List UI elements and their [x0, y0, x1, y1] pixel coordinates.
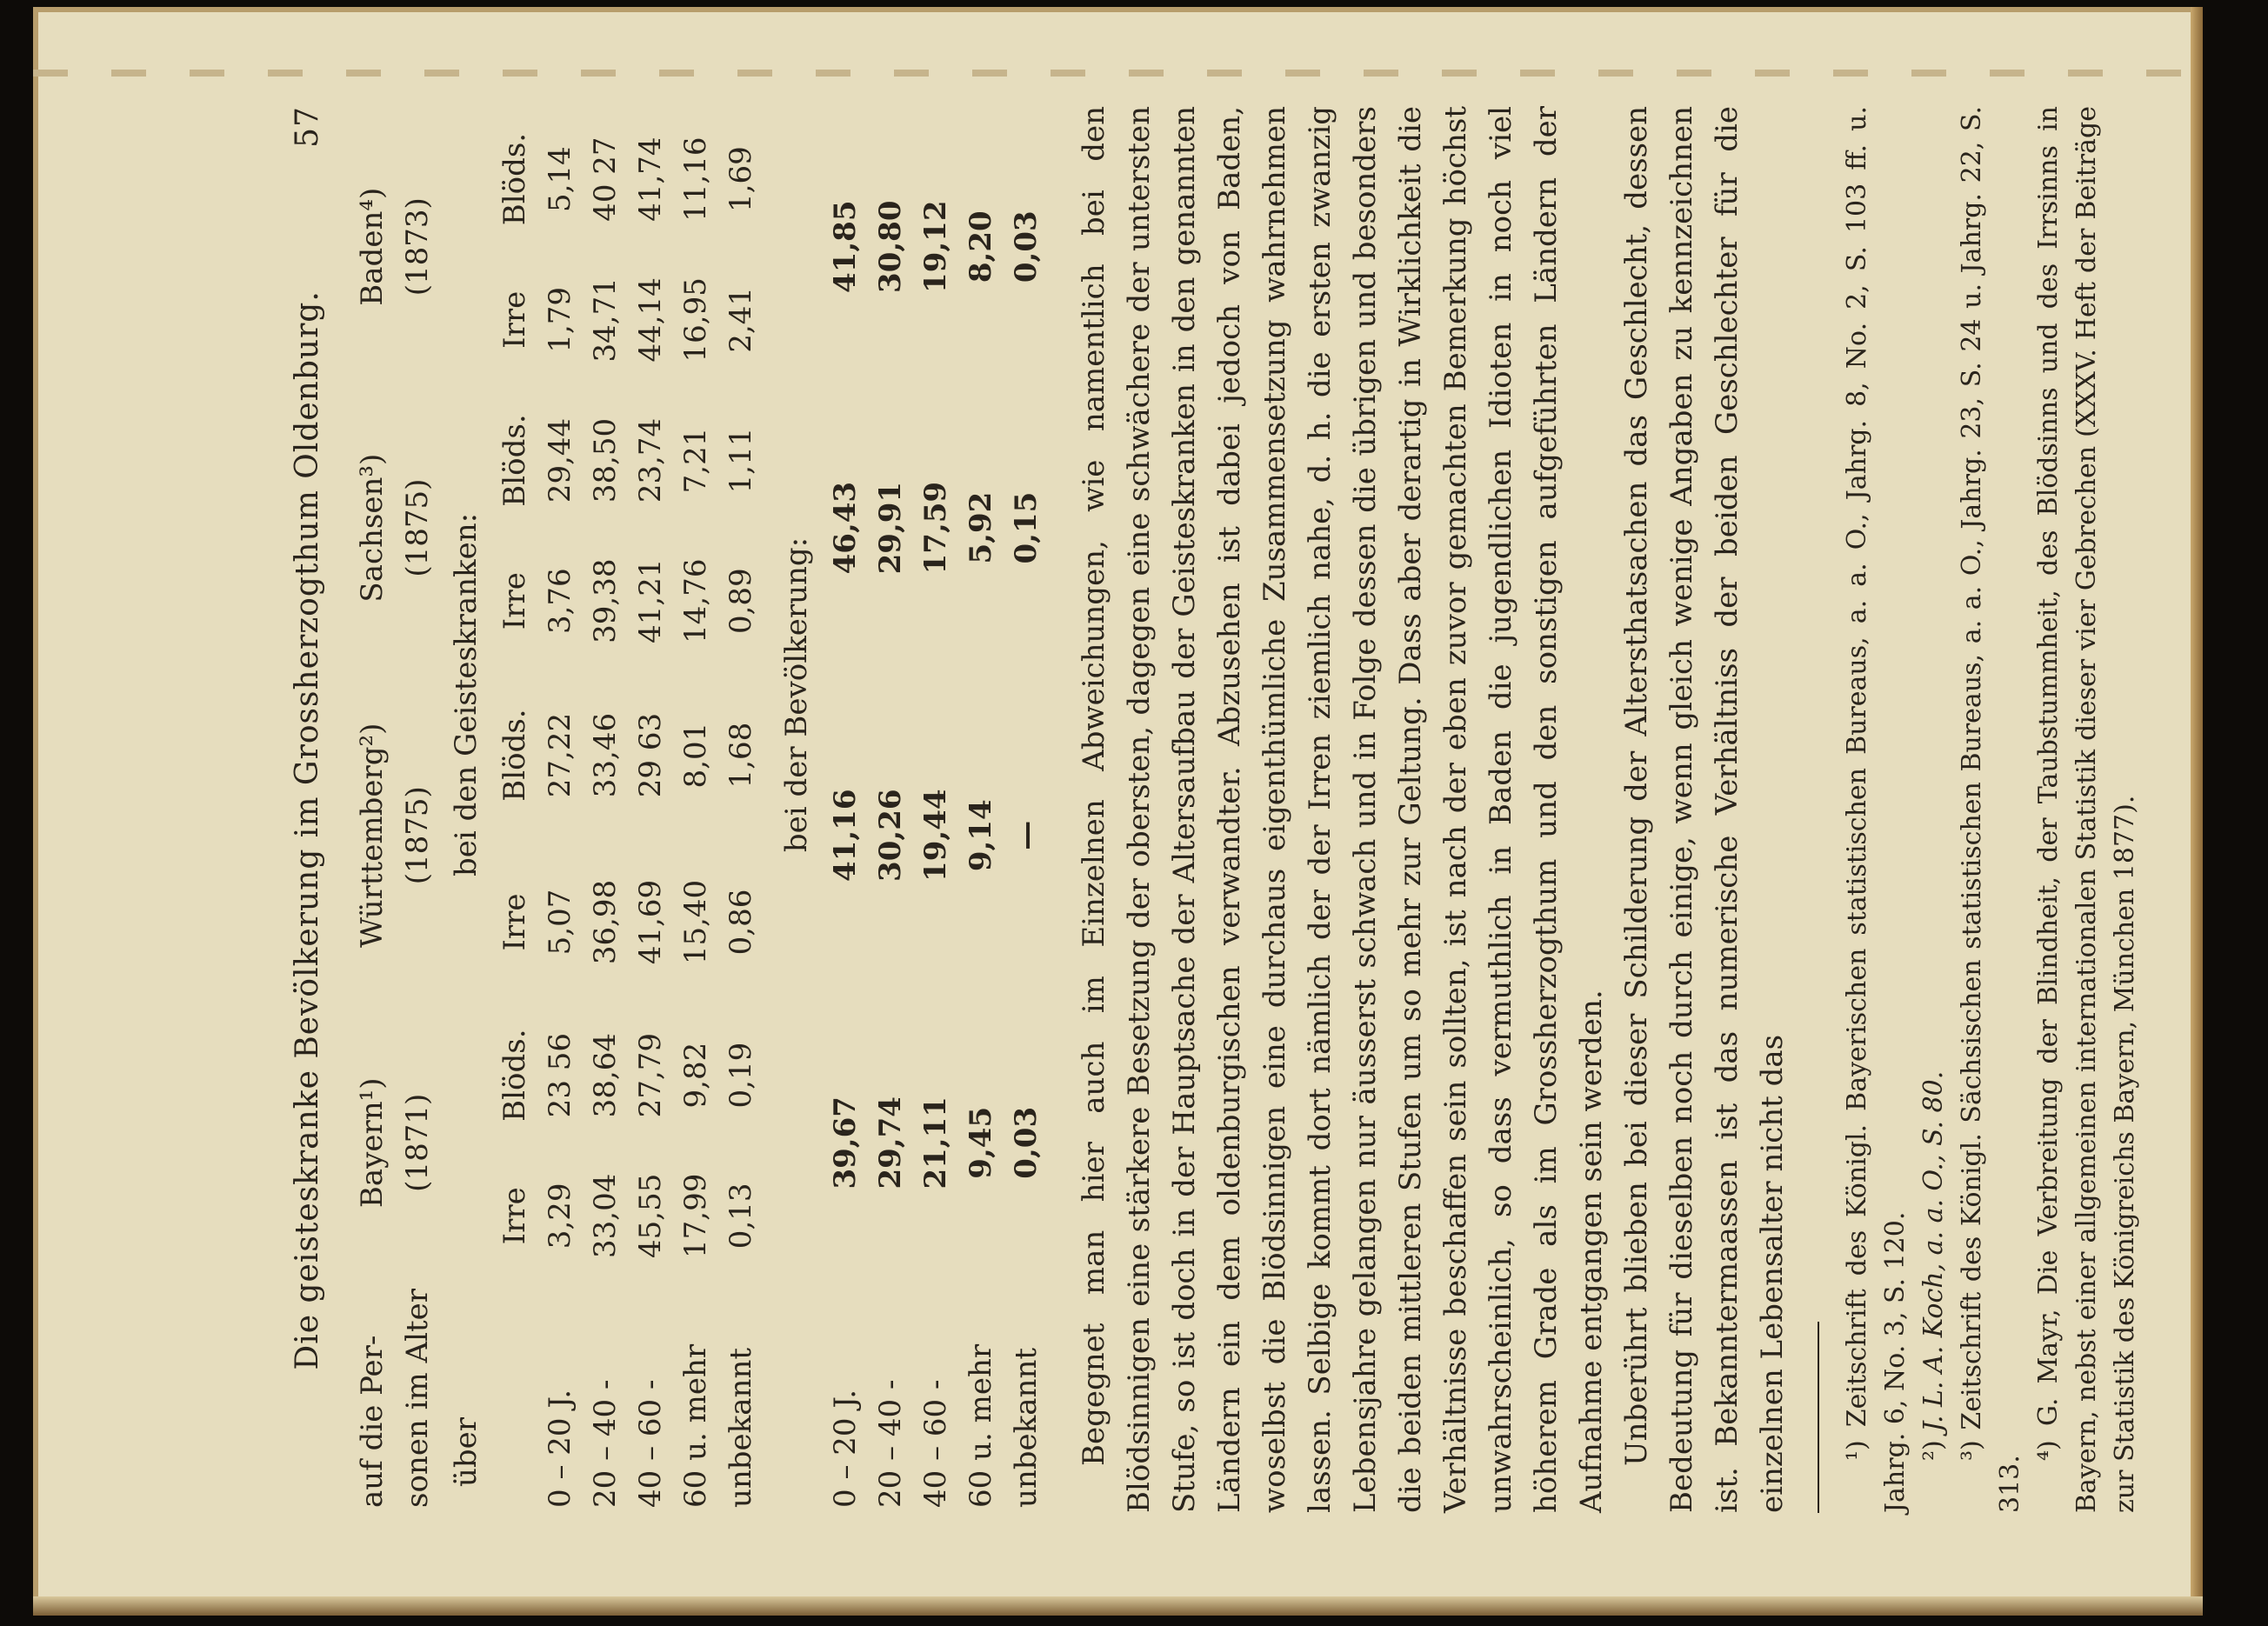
table-cell: 1,79	[543, 286, 577, 353]
column-year: (1871)	[400, 1093, 435, 1192]
table-row	[1004, 106, 1049, 1513]
age-label: 20 – 40 -	[588, 1379, 623, 1508]
age-label: 20 – 40 -	[873, 1379, 908, 1508]
sub-header: Blöds.	[497, 414, 532, 507]
table-cell: 27,79	[633, 1032, 668, 1118]
table-cell: 19,12	[918, 200, 953, 293]
table-cell: 0,86	[724, 889, 758, 956]
column-year: (1873)	[400, 197, 435, 297]
sub-header: Irre	[497, 1187, 532, 1245]
footnote-mark: ³)	[1957, 1440, 1987, 1461]
table-cell: 34,71	[588, 277, 623, 363]
table-row	[628, 106, 673, 1513]
age-label: unbekannt	[724, 1347, 758, 1508]
page-number: 57	[290, 106, 325, 148]
footnote-text: Zeitschrift des Königl. Sächsischen statistischen Bureaus, a. a. O.,	[1957, 539, 1987, 1430]
table-cell: 40 27	[588, 137, 623, 222]
table-cell: 39,38	[588, 558, 623, 643]
footnote-mark: ¹)	[1842, 1440, 1872, 1461]
footnote-text: Jahrg. 8, No. 2, S. 103 ff. u. Jahrg. 6, No. 3, S. 120.	[1842, 106, 1911, 1513]
running-head	[285, 106, 330, 1513]
table-row	[673, 106, 718, 1513]
body-paragraph: Unberührt blieben bei dieser Schilderung der Altersthatsachen das Geschlecht, dessen Bedeutung für dieselben noch durch einige, wenn gleich wenige Angaben zu kennzeichnen ist. Bekanntermaassen ist das numerische Verhältniss der beiden Geschlechter für die einzelnen Lebensalter nicht das	[1619, 106, 1790, 1513]
table-cell: 3,29	[543, 1183, 577, 1249]
table-cell: 21,11	[918, 1096, 953, 1190]
table-cell: 30,80	[873, 200, 908, 293]
page-edge	[2191, 7, 2203, 1616]
table-cell: 41,21	[633, 558, 668, 643]
table-cell: —	[1009, 820, 1044, 850]
table-cell: 41,74	[633, 137, 668, 222]
table-cell: 1,11	[724, 427, 758, 494]
age-label: 40 – 60 -	[633, 1379, 668, 1508]
sub-header: Blöds.	[497, 709, 532, 802]
stub-header-2: sonen im Alter	[400, 1288, 435, 1508]
table-cell: 23 56	[543, 1032, 577, 1118]
stub-header-1: auf die Per-	[355, 1335, 390, 1508]
footnote-divider	[1818, 1322, 1819, 1513]
table-row	[823, 106, 868, 1513]
table-row	[958, 106, 1004, 1513]
table-cell: 29,74	[873, 1096, 908, 1190]
table-cell: 8,01	[678, 722, 713, 789]
footnote-mark: ⁴)	[2033, 1440, 2064, 1461]
running-head-title: Die geisteskranke Bevölkerung im Grossherzogthum Oldenburg.	[290, 290, 325, 1370]
table-cell: 29 63	[633, 712, 668, 798]
footnote-mark: ²)	[1918, 1440, 1949, 1461]
table-cell: 33,04	[588, 1173, 623, 1258]
table-row	[913, 106, 958, 1513]
table-cell: 0,19	[724, 1042, 758, 1109]
table-cell: 41,16	[828, 789, 863, 882]
footnote-text: G. Mayr, Die Verbreitung der Blindheit, der Taubstummheit, des	[2033, 530, 2064, 1427]
table-cell: 3,76	[543, 568, 577, 635]
footnote-text: Blödsinns und des Irrsinns in Bayern, nebst einer allgemeinen internationalen Statistik dieser vier Gebrechen (XXXV. Heft der Beiträge zur Statistik des Königreichs Bayern, München 1877).	[2033, 106, 2140, 1513]
table-cell: 30,26	[873, 789, 908, 882]
table-row	[537, 106, 583, 1513]
footnote-text: Zeitschrift des Königl. Bayerischen statistischen Bureaus, a. a. O.,	[1842, 513, 1872, 1428]
table-cell: 36,98	[588, 879, 623, 965]
table-row	[718, 106, 764, 1513]
age-label: 0 – 20 J.	[828, 1389, 863, 1508]
table-cell: 2,41	[724, 286, 758, 353]
table-cell: 0,89	[724, 568, 758, 635]
footnotes	[1838, 106, 2145, 1513]
rotated-text-block	[243, 57, 2157, 1565]
table-cell: 16,95	[678, 277, 713, 363]
table-cell: 8,20	[964, 210, 998, 283]
table-cell: 1,68	[724, 722, 758, 789]
table-cell: 11,16	[678, 137, 713, 222]
sub-header: Blöds.	[497, 1029, 532, 1122]
table-row	[583, 106, 628, 1513]
table-cell: 5,92	[964, 491, 998, 564]
table-cell: 0,03	[1009, 210, 1044, 283]
column-year: (1875)	[400, 478, 435, 577]
footnote	[1915, 106, 1953, 1513]
table-cell: 0,15	[1009, 491, 1044, 564]
caption-population: bei der Bevölkerung:	[779, 536, 814, 853]
age-label: unbekannt	[1009, 1347, 1044, 1508]
column-header: Bayern¹)	[355, 1077, 390, 1209]
page-edge-bottom	[33, 1596, 2203, 1616]
table-cell: 9,82	[678, 1042, 713, 1109]
footnote	[2030, 106, 2145, 1513]
table-cell: 5,07	[543, 889, 577, 956]
table-cell: 45,55	[633, 1173, 668, 1258]
table-cell: 9,45	[964, 1106, 998, 1179]
age-label: 60 u. mehr	[964, 1343, 998, 1508]
sub-header: Irre	[497, 893, 532, 951]
caption-patients: bei den Geisteskranken:	[449, 512, 484, 877]
table-cell: 19,44	[918, 789, 953, 882]
table-cell: 23,74	[633, 417, 668, 503]
age-label: 40 – 60 -	[918, 1379, 953, 1508]
table-cell: 29,91	[873, 481, 908, 575]
table-cell: 41,69	[633, 879, 668, 965]
table-cell: 44,14	[633, 277, 668, 363]
table-cell: 0,03	[1009, 1106, 1044, 1179]
footnote-text: J. L. A. Koch, a. a. O., S. 80.	[1918, 1070, 1949, 1432]
table-cell: 17,59	[918, 481, 953, 575]
column-header: Baden⁴)	[355, 187, 390, 306]
stub-header-3: über	[449, 1416, 484, 1487]
sub-header: Irre	[497, 572, 532, 630]
column-header: Sachsen³)	[355, 453, 390, 603]
table-cell: 1,69	[724, 146, 758, 212]
sub-header: Irre	[497, 290, 532, 349]
sub-header: Blöds.	[497, 132, 532, 226]
table-cell: 0,13	[724, 1183, 758, 1249]
age-label: 60 u. mehr	[678, 1343, 713, 1508]
table-cell: 41,85	[828, 200, 863, 293]
table-cell: 9,14	[964, 799, 998, 872]
table-row	[868, 106, 913, 1513]
footnote	[1838, 106, 1915, 1513]
footnote	[1953, 106, 2030, 1513]
age-distribution-table	[350, 106, 1049, 1513]
table-cell: 38,64	[588, 1032, 623, 1118]
body-paragraph: Begegnet man hier auch im Einzelnen Abweichungen, wie namentlich bei den Blödsinnigen eine stärkere Besetzung der obersten, dagegen eine schwächere der untersten Stufe, so ist doch in der Hauptsache der Altersaufbau der Geisteskranken in den genannten Ländern ein dem oldenburgischen verwandter. Abzusehen ist dabei jedoch von Baden, woselbst die Blödsinnigen eine durchaus eigenthümliche Zusammensetzung wahrnehmen lassen. Selbige kommt dort nämlich der der Irren ziemlich nahe, d. h. die ersten zwanzig Lebensjahre gelangen nur äusserst schwach und in Folge dessen die übrigen und besonders die beiden mittleren Stufen um so mehr zur Geltung. Dass aber derartig in Wirklichkeit die Verhältnisse beschaffen sein sollten, ist nach der eben zuvor gemachten Bemerkung höchst unwahrscheinlich, so dass vermuthlich in Baden die jugendlichen Idioten in noch viel höherem Grade als im Grossherzogthum und den sonstigen aufgeführten Ländern der Aufnahme entgangen sein werden.	[1077, 106, 1609, 1513]
column-header: Württemberg²)	[355, 723, 390, 948]
table-cell: 14,76	[678, 558, 713, 643]
table-cell: 33,46	[588, 712, 623, 798]
table-cell: 38,50	[588, 417, 623, 503]
table-cell: 5,14	[543, 146, 577, 212]
table-cell: 29,44	[543, 417, 577, 503]
table-cell: 7,21	[678, 427, 713, 494]
column-year: (1875)	[400, 786, 435, 885]
table-cell: 27,22	[543, 712, 577, 798]
age-label: 0 – 20 J.	[543, 1389, 577, 1508]
table-cell: 17,99	[678, 1173, 713, 1258]
table-cell: 46,43	[828, 481, 863, 575]
footnote-text: Jahrg. 23, S. 24 u. Jahrg. 22, S. 313.	[1957, 106, 2025, 1513]
table-cell: 15,40	[678, 879, 713, 965]
table-cell: 39,67	[828, 1096, 863, 1190]
